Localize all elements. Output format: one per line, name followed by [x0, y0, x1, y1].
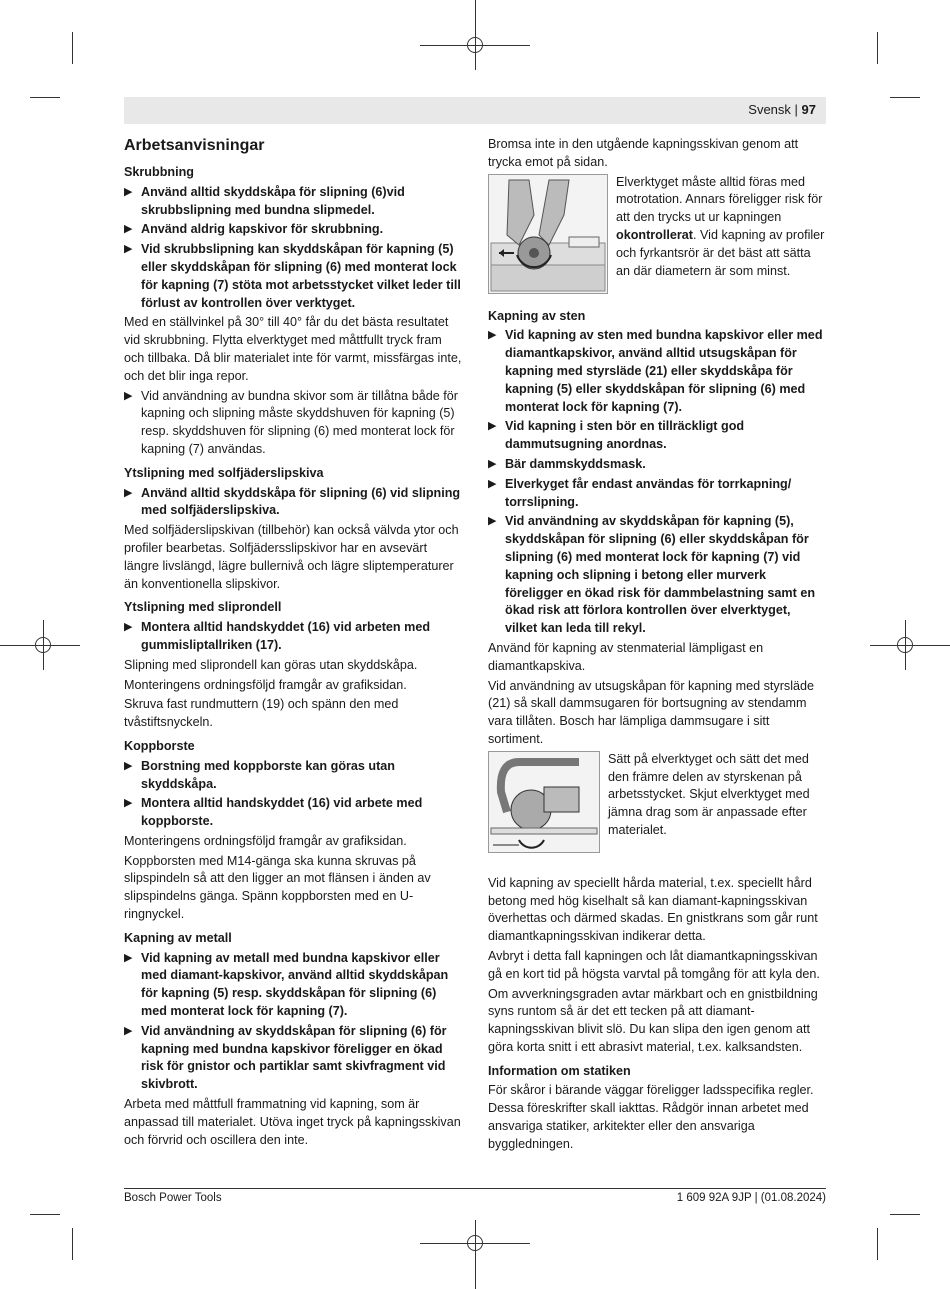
list-item [124, 619, 464, 655]
crop-mark [30, 1214, 60, 1215]
page-title: Arbetsanvisningar [124, 137, 265, 154]
footer-brand: Bosch Power Tools [124, 1192, 222, 1204]
registration-mark-icon [35, 637, 51, 653]
list-item [124, 1023, 464, 1094]
paragraph: Monteringens ordningsföljd framgår av grafiksidan. [124, 677, 407, 692]
list-item [124, 950, 464, 1021]
caption-bold-text: okontrollerat [616, 227, 693, 242]
list-item [124, 241, 464, 312]
list-item-text: Vid kapning i sten bör en tillräckligt god dammutsugning anordnas. [505, 419, 745, 452]
right-column [488, 136, 826, 1156]
list-item [124, 485, 464, 521]
list-item [488, 327, 826, 416]
bullet-triangle-icon: ▶ [124, 759, 133, 772]
header-label: Svensk | 97 [748, 102, 816, 117]
list-item-text: Bär dammskyddsmask. [505, 456, 646, 471]
list-item-text: Använd alltid skyddskåpa för slipning (6) vid slipning med solfjäderslipskiva. [141, 485, 461, 518]
registration-mark-icon [467, 1235, 483, 1251]
bullet-triangle-icon: ▶ [488, 457, 497, 470]
page-number: 97 [801, 102, 816, 117]
header-language: Svensk [748, 102, 791, 117]
list-item [124, 795, 464, 831]
paragraph: Om avverkningsgraden avtar märkbart och en gnistbildning syns runtom så är det ett tecken på att diamant-kapningsskivan blivit slö. Du kan slipa den igen genom att göra korta snitt i ett abrasivt material, t.ex. kalksandsten. [488, 986, 818, 1054]
list-item [488, 456, 826, 474]
list-item [124, 184, 464, 220]
section-heading: Ytslipning med solfjäderslipskiva [124, 465, 324, 480]
paragraph: Med solfjäderslipskivan (tillbehör) kan också välvda ytor och profiler bearbetas. Solfjädersslipskivor har en avsevärt längre livslängd, lägre bullernivå och lägre sliptemperaturer än konventionella slipskivor. [124, 523, 459, 591]
list-item-text: Vid användning av skyddskåpan för slipning (6) för kapning med bundna kapskivor föreligger en ökad risk för gnistor och partiklar samt skivfragment vid skivbrott. [141, 1023, 447, 1092]
paragraph: Bromsa inte in den utgående kapningsskivan genom att trycka emot på sidan. [488, 137, 799, 169]
section-heading: Kapning av metall [124, 930, 232, 945]
bullet-triangle-icon: ▶ [124, 797, 133, 810]
registration-mark-icon [467, 37, 483, 53]
angle-grinder-cutting-icon [489, 175, 607, 293]
list-item-text: Borstning med koppborste kan göras utan skyddskåpa. [141, 758, 396, 791]
crop-mark [890, 97, 920, 98]
left-column [124, 136, 464, 1151]
list-item-text: Vid användning av bundna skivor som är tillåtna både för kapning och slipning måste skyddshuven för kapning (5) resp. skyddshuven för slipning (6) med monterat lock för kapning (7) användas. [141, 388, 458, 456]
footer-divider [124, 1188, 826, 1189]
footer-doc-number: 1 609 92A 9JP | (01.08.2024) [676, 1192, 826, 1204]
bullet-triangle-icon: ▶ [124, 951, 133, 964]
crop-mark [30, 97, 60, 98]
bullet-triangle-icon: ▶ [124, 621, 133, 634]
paragraph: För skåror i bärande väggar föreligger ladsspecifika regler. Dessa föreskrifter skall iakttas. Rådgör innan arbetet med ansvariga statiker, arkitekter eller den ansvariga byggledningen. [488, 1083, 814, 1151]
figure-caption [616, 174, 826, 294]
bullet-triangle-icon: ▶ [488, 477, 497, 490]
crop-mark [72, 1228, 73, 1260]
registration-mark-icon [897, 637, 913, 653]
list-item-text: Montera alltid handskyddet (16) vid arbeten med gummisliptallriken (17). [141, 620, 431, 652]
bullet-triangle-icon: ▶ [488, 329, 497, 342]
list-item-text: Montera alltid handskyddet (16) vid arbete med koppborste. [141, 796, 423, 829]
list-item-text: Använd aldrig kapskivor för skrubbning. [141, 222, 384, 237]
crop-mark [475, 0, 476, 70]
section-heading: Information om statiken [488, 1063, 631, 1078]
figure-caption: Sätt på elverktyget och sätt det med den främre delen av styrskenan på arbetsstycket. Skjut elverktyget med jämna drag som är anpassade efter materialet. [608, 751, 810, 837]
bullet-triangle-icon: ▶ [488, 420, 497, 433]
stone-cutting-illustration [488, 751, 600, 853]
paragraph: Vid användning av utsugskåpan för kapning med styrsläde (21) så skall dammsugaren för bortsugning av stendamm vara tillåten. Bosch har lämpliga dammsugare i sitt sortiment. [488, 678, 815, 746]
paragraph: Med en ställvinkel på 30° till 40° får du det bästa resultatet vid skrubbning. Flytta elverktyget med måttfullt tryck fram och tillbaka. Då blir materialet inte för varmt, missfärgas inte, och det blir inga repor. [124, 315, 462, 383]
list-item-text: Vid skrubbslipning kan skyddskåpan för kapning (5) eller skyddskåpan för slipning (6) med monterat lock för kapning (7) stöta mot arbetsstycket vilket leder till förlust av kontrollen över verktyget. [141, 242, 461, 310]
paragraph: Koppborsten med M14-gänga ska kunna skruvas på slipspindeln så att den ligger an mot flänsen i änden av slipspindelns gänga. Spänn koppborsten med en U-ringnyckel. [124, 853, 431, 922]
list-item [488, 513, 826, 638]
list-item-text: Vid kapning av sten med bundna kapskivor eller med diamantkapskivor, använd alltid utsugskåpan för kapning med styrsläde (21) eller skyddskåpa för kapning (5) eller skyddskåpan för slipning (6) med monterat lock för kapning (7). [505, 328, 823, 414]
bullet-triangle-icon: ▶ [124, 486, 133, 499]
list-item-text: Använd alltid skyddskåpa för slipning (6)vid skrubbslipning med bundna slipmedel. [141, 184, 405, 217]
crop-mark [475, 1220, 476, 1289]
paragraph: Slipning med sliprondell kan göras utan skyddskåpa. [124, 657, 418, 672]
paragraph: Avbryt i detta fall kapningen och låt diamantkapningsskivan gå en kort tid på högsta varvtal på tomgång för att kyla den. [488, 948, 820, 981]
crop-mark [877, 1228, 878, 1260]
list-item [488, 418, 826, 454]
dust-extraction-guide-icon [489, 752, 599, 852]
bullet-triangle-icon: ▶ [124, 1024, 133, 1037]
list-item [488, 476, 826, 512]
caption-text: . Vid kapning av profiler och fyrkantsrör är det bäst att sätta an där diametern är som minst. [616, 227, 825, 278]
figure-row [488, 174, 826, 294]
list-item [124, 221, 464, 239]
list-item-text: Vid användning av skyddskåpan för kapning (5), skyddskåpan för slipning (6) eller skyddskåpan för slipning (6) med monterat lock för kapning (7) vid kapning och slipning i betong eller murverk föreligger en ökad risk för dammbelastning samt en ökad risk att förlora kontrollen över elverktyget, vilket kan leda till rekyl. [505, 514, 816, 636]
bullet-triangle-icon: ▶ [124, 185, 133, 198]
bullet-triangle-icon: ▶ [124, 223, 133, 236]
list-item [124, 388, 464, 459]
section-heading: Skrubbning [124, 165, 194, 179]
crop-mark [890, 1214, 920, 1215]
crop-mark [72, 32, 73, 64]
figure-row [488, 751, 826, 853]
crop-mark [877, 32, 878, 64]
list-item-text: Vid kapning av metall med bundna kapskivor eller med diamant-kapskivor, använd alltid skyddskåpan för kapning (5) resp. skyddskåpan för slipning (6) med monterat lock för kapning (7). [141, 950, 449, 1019]
paragraph: Monteringens ordningsföljd framgår av grafiksidan. [124, 833, 407, 848]
caption-text: Elverktyget måste alltid föras med motrotation. Annars föreligger risk för att den trycks ut ur kapningen [616, 174, 823, 225]
bullet-triangle-icon: ▶ [124, 389, 133, 402]
section-heading: Koppborste [124, 738, 195, 753]
list-item-text: Elverkyget får endast användas för torrkapning/ torrslipning. [505, 476, 792, 509]
paragraph: Använd för kapning av stenmaterial lämpligast en diamantkapskiva. [488, 640, 764, 673]
paragraph: Arbeta med måttfull frammatning vid kapning, som är anpassad till materialet. Utöva inget tryck på kapningsskivan och förvrid och oscillera den inte. [124, 1097, 461, 1147]
paragraph: Vid kapning av speciellt hårda material, t.ex. speciellt hård betong med hög kiselhalt så kan diamant-kapningsskivan överhettas och därmed skadas. En gnistkrans som går runt diamantkapningsskivan indikerar detta. [488, 875, 818, 944]
section-heading: Kapning av sten [488, 308, 586, 323]
page-header [124, 97, 826, 124]
bullet-triangle-icon: ▶ [124, 243, 133, 256]
bullet-triangle-icon: ▶ [488, 515, 497, 528]
paragraph: Skruva fast rundmuttern (19) och spänn den med tvåstiftsnyckeln. [124, 697, 399, 730]
list-item [124, 758, 464, 794]
section-heading: Ytslipning med sliprondell [124, 600, 282, 615]
cutting-illustration [488, 174, 608, 294]
